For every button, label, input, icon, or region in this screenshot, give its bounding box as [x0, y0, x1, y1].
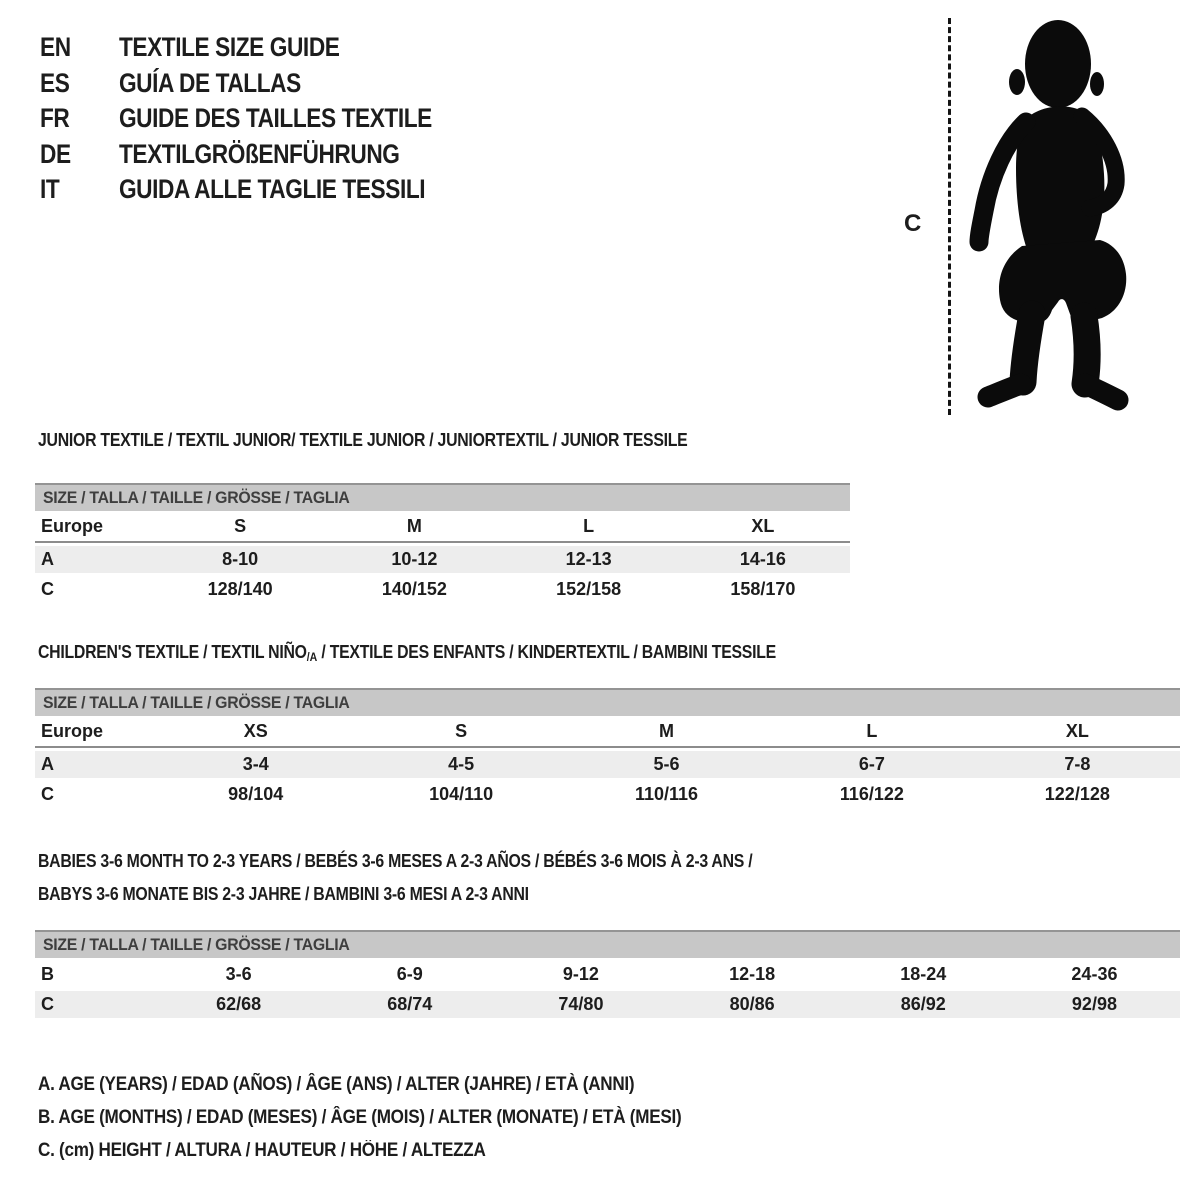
table-cell: 158/170 [730, 579, 796, 599]
table-cell: 12-18 [729, 964, 776, 984]
junior-size-bar [35, 483, 850, 511]
table-cell: 6-9 [396, 964, 423, 984]
junior-age-row [35, 546, 850, 573]
legend-line-c [38, 1134, 753, 1167]
children-section-title [38, 642, 877, 664]
guide-title-fr: GUIDE DES TAILLES TEXTILE [118, 103, 432, 134]
guide-title-de: TEXTILGRÖßENFÜHRUNG [118, 138, 400, 169]
junior-height-row [35, 576, 850, 603]
table-cell: 24-36 [1071, 964, 1118, 984]
table-cell: 110/116 [634, 784, 699, 804]
table-cell: 3-4 [242, 754, 269, 774]
language-code: IT [40, 174, 60, 205]
row-label: B [41, 964, 54, 984]
size-bar-label: SIZE / TALLA / TAILLE / GRÖSSE / TAGLIA [43, 693, 350, 712]
language-row-it [40, 172, 432, 208]
table-cell: 10-12 [391, 549, 438, 569]
size-header: L [583, 515, 595, 536]
size-bar-label: SIZE / TALLA / TAILLE / GRÖSSE / TAGLIA [43, 488, 350, 507]
table-cell: 3-6 [225, 964, 252, 984]
table-cell: 80/86 [729, 994, 775, 1014]
size-header: M [406, 515, 422, 536]
size-header: M [659, 720, 675, 741]
language-row-es [40, 66, 432, 102]
babies-title-line1: BABIES 3-6 MONTH TO 2-3 YEARS / BEBÉS 3-6 MESES A 2-3 AÑOS / BÉBÉS 3-6 MOIS À 2-3 ANS / [38, 851, 753, 871]
table-cell: 122/128 [1044, 784, 1110, 804]
children-title-rest: / TEXTILE DES ENFANTS / KINDERTEXTIL / BAMBINI TESSILE [317, 642, 776, 662]
row-label: C [41, 994, 54, 1014]
language-title-list [40, 30, 432, 208]
table-cell: 12-13 [565, 549, 612, 569]
junior-header-row [35, 511, 850, 543]
children-header-row [35, 716, 1180, 748]
table-cell: 74/80 [558, 994, 604, 1014]
children-title-main: CHILDREN'S TEXTILE / TEXTIL NIÑO [38, 642, 307, 662]
table-cell: 4-5 [448, 754, 475, 774]
region-label: Europe [41, 515, 104, 536]
height-measure-dashed-line [948, 18, 951, 415]
legend-line-b [38, 1101, 753, 1134]
table-cell: 6-7 [858, 754, 885, 774]
table-cell: 9-12 [562, 964, 599, 984]
row-label: C [41, 784, 54, 804]
children-age-row [35, 751, 1180, 778]
region-label: Europe [41, 720, 104, 741]
legend-line-b-text: B. AGE (MONTHS) / EDAD (MESES) / ÂGE (MOIS) / ALTER (MONATE) / ETÀ (MESI) [38, 1107, 682, 1128]
language-row-en [40, 30, 432, 66]
language-code: FR [40, 103, 70, 134]
language-row-fr [40, 101, 432, 137]
table-cell: 128/140 [207, 579, 273, 599]
row-label: A [41, 549, 54, 569]
junior-section-title-text: JUNIOR TEXTILE / TEXTIL JUNIOR/ TEXTILE JUNIOR / JUNIORTEXTIL / JUNIOR TESSILE [38, 430, 688, 450]
size-header: L [866, 720, 878, 741]
guide-title-es: GUÍA DE TALLAS [118, 67, 301, 98]
table-cell: 98/104 [228, 784, 284, 804]
babies-size-bar [35, 930, 1180, 958]
language-row-de [40, 137, 432, 173]
legend-line-a [38, 1068, 753, 1101]
table-cell: 8-10 [222, 549, 259, 569]
babies-size-table [35, 930, 1180, 1018]
legend-line-c-text: C. (cm) HEIGHT / ALTURA / HAUTEUR / HÖHE / ALTEZZA [38, 1140, 486, 1161]
table-cell: 104/110 [429, 784, 494, 804]
size-bar-label: SIZE / TALLA / TAILLE / GRÖSSE / TAGLIA [43, 935, 350, 954]
table-cell: 18-24 [900, 964, 947, 984]
babies-section-title [38, 845, 850, 911]
table-cell: 92/98 [1071, 994, 1117, 1014]
children-size-bar [35, 688, 1180, 716]
junior-section-title [38, 430, 776, 451]
size-header: S [455, 720, 468, 741]
table-cell: 152/158 [556, 579, 622, 599]
table-cell: 86/92 [900, 994, 946, 1014]
height-measure-label: C [904, 210, 922, 237]
measurement-legend [38, 1068, 753, 1167]
size-header: XL [751, 515, 775, 536]
size-header: S [234, 515, 247, 536]
babies-title-line2: BABYS 3-6 MONATE BIS 2-3 JAHRE / BAMBINI 3-6 MESI A 2-3 ANNI [38, 884, 529, 904]
size-header: XS [243, 720, 268, 741]
babies-height-row [35, 991, 1180, 1018]
guide-title-en: TEXTILE SIZE GUIDE [118, 32, 340, 62]
table-cell: 68/74 [387, 994, 433, 1014]
row-label: A [41, 754, 54, 774]
size-header: XL [1065, 720, 1089, 741]
junior-size-table [35, 483, 850, 603]
children-size-table [35, 688, 1180, 808]
language-code: ES [40, 67, 70, 98]
babies-age-row [35, 961, 1180, 988]
table-cell: 14-16 [739, 549, 786, 569]
table-cell: 140/152 [381, 579, 447, 599]
guide-title-it: GUIDA ALLE TAGLIE TESSILI [118, 174, 426, 205]
legend-line-a-text: A. AGE (YEARS) / EDAD (AÑOS) / ÂGE (ANS) / ALTER (JAHRE) / ETÀ (ANNI) [38, 1074, 635, 1095]
toddler-silhouette-icon [966, 16, 1138, 420]
table-cell: 62/68 [216, 994, 262, 1014]
language-code: EN [40, 32, 71, 62]
table-cell: 116/122 [839, 784, 904, 804]
language-code: DE [40, 138, 71, 169]
children-height-row [35, 781, 1180, 808]
children-title-subscript: /A [306, 650, 318, 664]
table-cell: 7-8 [1064, 754, 1091, 774]
row-label: C [41, 579, 54, 599]
table-cell: 5-6 [653, 754, 680, 774]
children-section-title-text [38, 642, 776, 664]
